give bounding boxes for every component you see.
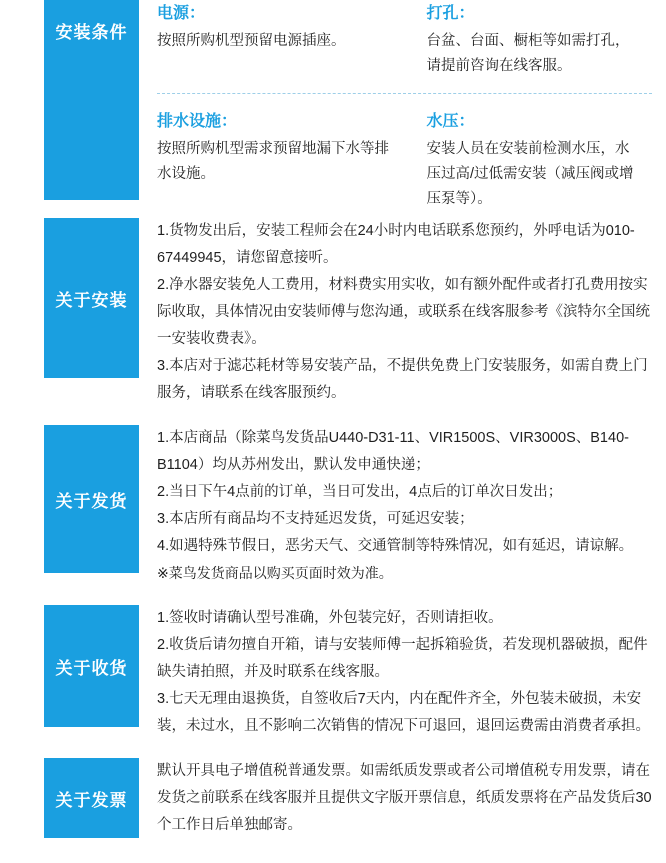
section-tab-install-conditions: 安装条件 [44,0,139,200]
about-shipping-line-4: 4.如遇特殊节假日，恶劣天气、交通管制等特殊情况，如有延迟，请谅解。 [157,538,634,554]
about-shipping-line-1: 1.本店商品（除菜鸟发货品U440-D31-11、VIR1500S、VIR3000S、B140-B1104）均从苏州发出，默认发申通快递； [157,430,629,473]
section-about-receiving [0,605,666,740]
install-conditions-row-1 [157,0,652,79]
about-shipping-line-3: 3.本店所有商品均不支持延迟发货，可延迟安装； [157,511,474,527]
dashed-divider [157,93,652,94]
install-condition-power-text: 按照所购机型预留电源插座。 [157,33,346,49]
about-shipping-text [157,425,652,587]
about-installation-line-1: 1.货物发出后，安装工程师会在24小时内电话联系您预约，外呼电话为010-67449945，请您留意接听。 [157,223,635,266]
about-shipping-line-2: 2.当日下午4点前的订单，当日可发出，4点后的订单次日发出； [157,484,563,500]
install-condition-pressure-text: 安装人员在安装前检测水压，水压过高/过低需安装（减压阀或增压泵等）。 [426,141,634,207]
install-conditions-row-2 [157,108,652,212]
section-body-about-receiving [139,605,652,740]
section-tab-about-invoice: 关于发票 [44,758,139,838]
about-shipping-note: ※菜鸟发货商品以购买页面时效为准。 [157,565,393,581]
section-body-about-installation [139,218,652,407]
about-receiving-line-3: 3.七天无理由退换货，自签收后7天内，内在配件齐全，外包装未破损，未安装，未过水，且不影响二次销售的情况下可退回，退回运费需由消费者承担。 [157,691,650,734]
section-tab-about-shipping: 关于发货 [44,425,139,573]
install-condition-pressure [405,108,653,212]
install-condition-pressure-heading: 水压： [426,113,475,130]
about-installation-text [157,218,652,407]
install-condition-drainage-text: 按照所购机型需求预留地漏下水等排水设施。 [157,141,389,182]
about-invoice-line-1: 默认开具电子增值税普通发票。如需纸质发票或者公司增值税专用发票，请在发货之前联系在线客服并且提供文字版开票信息，纸质发票将在产品发货后30个工作日后单独邮寄。 [157,763,652,833]
install-condition-drainage [157,108,405,212]
about-receiving-text [157,605,652,740]
section-install-conditions [0,0,666,207]
about-receiving-line-1: 1.签收时请确认型号准确，外包装完好，否则请拒收。 [157,610,503,626]
install-condition-drilling-text: 台盆、台面、橱柜等如需打孔，请提前咨询在线客服。 [426,33,630,74]
section-body-about-invoice [139,758,652,839]
install-condition-power [157,0,405,79]
section-about-shipping [0,425,666,587]
section-about-installation [0,218,666,407]
install-condition-drilling-heading: 打孔： [426,5,475,22]
section-tab-about-installation: 关于安装 [44,218,139,378]
install-condition-drainage-heading: 排水设施： [157,113,238,130]
install-condition-drilling [405,0,653,79]
about-invoice-text [157,758,652,839]
section-about-invoice [0,758,666,839]
section-tab-about-receiving: 关于收货 [44,605,139,727]
about-installation-line-2: 2.净水器安装免人工费用，材料费实用实收，如有额外配件或者打孔费用按实际收取，具体情况由安装师傅与您沟通，或联系在线客服参考《滨特尔全国统一安装收费表》。 [157,277,650,347]
about-installation-line-3: 3.本店对于滤芯耗材等易安装产品，不提供免费上门安装服务，如需自费上门服务，请联系在线客服预约。 [157,358,648,401]
section-body-install-conditions [139,0,652,212]
about-receiving-line-2: 2.收货后请勿擅自开箱，请与安装师傅一起拆箱验货，若发现机器破损，配件缺失请拍照，并及时联系在线客服。 [157,637,648,680]
section-body-about-shipping [139,425,652,587]
install-condition-power-heading: 电源： [157,5,206,22]
